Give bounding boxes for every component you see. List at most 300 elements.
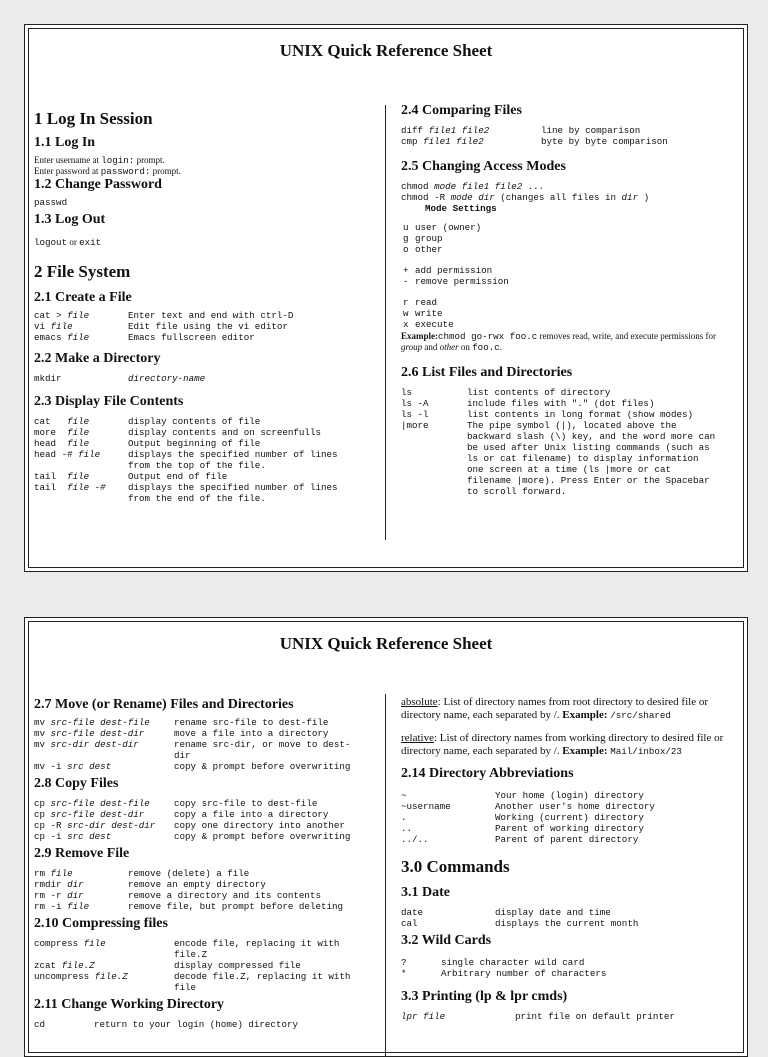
- more-description-line: to scroll forward.: [467, 486, 567, 497]
- directory-abbreviation-key: ..: [401, 823, 413, 834]
- directory-abbreviation-row: [401, 812, 735, 823]
- remove-file-command: [34, 890, 128, 901]
- date-command-row: [401, 907, 735, 918]
- compress-file-command: [34, 938, 174, 949]
- mode-who-row: [401, 222, 735, 233]
- absolute-example-label: Example:: [562, 709, 608, 721]
- display-file-command-name: cat: [34, 416, 68, 427]
- login-text: Enter username at: [34, 155, 102, 165]
- move-file-command-name: mv: [34, 717, 51, 728]
- move-file-command-name: mv -i: [34, 761, 68, 772]
- section-2-8-heading: 2.8 Copy Files: [34, 776, 119, 791]
- remove-file-row: [34, 901, 379, 912]
- create-file-description: Enter text and end with ctrl-D: [128, 310, 294, 321]
- absolute-path-definition: [401, 696, 735, 722]
- display-file-description: from the top of the file.: [128, 460, 266, 471]
- section-2-2-heading: 2.2 Make a Directory: [34, 351, 161, 366]
- example-code: chmod go-rwx foo.c: [438, 331, 538, 342]
- directory-abbreviations-table: [401, 790, 735, 845]
- more-description-line: be used after Unix listing commands (such as: [467, 442, 710, 453]
- mode-who-key: o: [403, 244, 409, 255]
- wild-card-key: ?: [401, 957, 407, 968]
- date-command-value: display date and time: [495, 907, 611, 918]
- remove-file-row: [34, 890, 379, 901]
- login-text-end: prompt.: [134, 155, 165, 165]
- copy-file-description: copy a file into a directory: [174, 809, 329, 820]
- move-file-description: dir: [174, 750, 191, 761]
- display-file-command-argument: file: [67, 416, 90, 427]
- compress-file-command: [34, 971, 174, 982]
- move-file-row: [34, 739, 379, 750]
- chmod-recursive-arguments: mode dir: [450, 192, 495, 203]
- copy-files-table: [34, 798, 379, 842]
- section-2-14-heading: 2.14 Directory Abbreviations: [401, 766, 574, 781]
- relative-term: relative: [401, 732, 434, 744]
- mkdir-argument: directory-name: [128, 373, 206, 384]
- mode-permission-value: write: [415, 308, 443, 319]
- remove-file-command-argument: dir: [67, 879, 84, 890]
- absolute-example: /src/shared: [610, 710, 671, 721]
- compress-file-command-name: uncompress: [34, 971, 95, 982]
- compare-file-row: [401, 136, 735, 147]
- copy-file-command-name: cp: [34, 798, 51, 809]
- password-prompt-code: password:: [100, 166, 151, 177]
- copy-file-command: [34, 798, 174, 809]
- move-file-command: [34, 761, 174, 772]
- mode-operator-key: -: [403, 276, 409, 287]
- section-2-9-heading: 2.9 Remove File: [34, 846, 130, 861]
- move-file-command: [34, 728, 174, 739]
- more-description-line: one screen at a time (ls |more or cat: [467, 464, 671, 475]
- display-file-command: [34, 460, 128, 471]
- copy-file-command-name: cp: [34, 809, 51, 820]
- display-file-command-argument: file: [67, 427, 90, 438]
- compress-file-description: file.Z: [174, 949, 208, 960]
- mode-permission-row: [401, 297, 735, 308]
- move-file-row: [34, 728, 379, 739]
- print-row: [401, 1011, 735, 1022]
- more-description: [467, 420, 735, 497]
- display-file-row: [34, 493, 379, 504]
- mode-permission-row: [401, 319, 735, 330]
- wild-card-value: Arbitrary number of characters: [441, 968, 607, 979]
- directory-abbreviation-row: [401, 834, 735, 845]
- directory-abbreviation-value: Parent of parent directory: [495, 834, 639, 845]
- directory-abbreviation-key: ~: [401, 790, 407, 801]
- page-1-title: UNIX Quick Reference Sheet: [279, 41, 493, 60]
- mode-who-value: other: [415, 244, 443, 255]
- copy-file-row: [34, 798, 379, 809]
- reference-sheet-page-1: [24, 24, 748, 572]
- chmod-line-1: [401, 181, 735, 192]
- display-file-command-name: tail: [34, 471, 68, 482]
- cd-description: return to your login (home) directory: [94, 1019, 298, 1030]
- section-3-2-heading: 3.2 Wild Cards: [401, 933, 492, 948]
- chmod-command: chmod: [401, 181, 435, 192]
- compare-files-table: [401, 125, 735, 147]
- exit-command: exit: [79, 237, 102, 248]
- section-1-heading: 1 Log In Session: [34, 109, 153, 128]
- more-description-line: The pipe symbol (|), located above the: [467, 420, 677, 431]
- move-file-command-name: mv: [34, 739, 51, 750]
- ls-row: [401, 387, 735, 398]
- copy-file-command-argument: src-dir dest-dir: [67, 820, 156, 831]
- remove-file-command-name: rm -r: [34, 890, 68, 901]
- compress-file-command-name: compress: [34, 938, 84, 949]
- example-file: foo.c: [472, 342, 500, 353]
- copy-file-command: [34, 820, 174, 831]
- directory-abbreviation-key: ~username: [401, 801, 451, 812]
- mode-permission-key: w: [403, 308, 409, 319]
- copy-file-command: [34, 831, 174, 842]
- compare-file-command: [401, 125, 541, 136]
- compare-file-description: byte by byte comparison: [541, 136, 668, 147]
- login-instruction-password: [34, 166, 379, 177]
- move-file-command-name: mv: [34, 728, 51, 739]
- example-on: on: [458, 342, 473, 352]
- cd-row: [34, 1019, 379, 1030]
- create-file-command-name: cat >: [34, 310, 68, 321]
- create-file-row: [34, 332, 379, 343]
- create-file-description: Emacs fullscreen editor: [128, 332, 255, 343]
- section-2-heading: 2 File System: [34, 262, 131, 281]
- display-file-command-argument: file: [67, 438, 90, 449]
- move-file-command: [34, 717, 174, 728]
- display-file-description: from the end of the file.: [128, 493, 266, 504]
- page-2-left-column: [34, 697, 379, 1030]
- remove-file-description: remove file, but prompt before deleting: [128, 901, 344, 912]
- directory-abbreviation-row: [401, 790, 735, 801]
- compare-file-row: [401, 125, 735, 136]
- display-file-command: [34, 416, 128, 427]
- remove-file-command: [34, 901, 128, 912]
- mode-permission-list: [401, 297, 735, 330]
- print-description: print file on default printer: [515, 1011, 675, 1022]
- mode-operator-key: +: [403, 265, 409, 276]
- remove-file-description: remove (delete) a file: [128, 868, 250, 879]
- chmod-recursive-end: ): [638, 192, 650, 203]
- create-file-command-argument: file: [67, 332, 90, 343]
- example-group: group: [401, 342, 423, 352]
- mode-permission-row: [401, 308, 735, 319]
- section-1-2-heading: 1.2 Change Password: [34, 177, 162, 192]
- mode-operator-row: [401, 265, 735, 276]
- relative-example-label: Example:: [562, 745, 608, 757]
- section-2-10-heading: 2.10 Compressing files: [34, 916, 168, 931]
- create-file-command-argument: file: [67, 310, 90, 321]
- compress-file-command-argument: file: [83, 938, 106, 949]
- display-file-command: [34, 427, 128, 438]
- password-text: Enter password at: [34, 166, 101, 176]
- section-3-3-heading: 3.3 Printing (lp & lpr cmds): [401, 989, 568, 1004]
- display-file-command: [34, 438, 128, 449]
- compress-file-description: encode file, replacing it with: [174, 938, 340, 949]
- copy-file-command-argument: src dest: [67, 831, 112, 842]
- more-description-line: ls or cat filename) to display information: [467, 453, 699, 464]
- section-2-5-heading: 2.5 Changing Access Modes: [401, 159, 566, 174]
- remove-file-command-name: rmdir: [34, 879, 68, 890]
- mode-who-row: [401, 233, 735, 244]
- compress-file-command: [34, 960, 174, 971]
- directory-abbreviation-value: Another user's home directory: [495, 801, 655, 812]
- ls-command: ls -A: [401, 398, 429, 409]
- compress-file-description: decode file.Z, replacing it with: [174, 971, 351, 982]
- wild-card-key: *: [401, 968, 407, 979]
- mode-permission-key: x: [403, 319, 409, 330]
- section-2-11-heading: 2.11 Change Working Directory: [34, 997, 225, 1012]
- relative-text: : List of directory names from working directory to desired file or directory name, each separated by /.: [401, 732, 724, 757]
- display-file-command-argument: file -#: [67, 482, 106, 493]
- mode-operator-row: [401, 276, 735, 287]
- mode-who-key: u: [403, 222, 409, 233]
- mode-operator-value: remove permission: [415, 276, 509, 287]
- create-file-command-name: vi: [34, 321, 51, 332]
- example-and: and: [422, 342, 440, 352]
- move-file-command-argument: src-file dest-dir: [50, 728, 145, 739]
- more-description-line: filename |more). Press Enter or the Spacebar: [467, 475, 710, 486]
- directory-abbreviation-value: Parent of working directory: [495, 823, 644, 834]
- print-command: lpr file: [401, 1011, 446, 1022]
- create-file-command: [34, 321, 128, 332]
- display-file-description: display contents and on screenfulls: [128, 427, 321, 438]
- ls-description: list contents of directory: [467, 387, 611, 398]
- display-file-row: [34, 471, 379, 482]
- page-2-right-column: [401, 696, 735, 1022]
- compare-file-command-argument: file1 file2: [428, 125, 490, 136]
- section-1-3-heading: 1.3 Log Out: [34, 212, 106, 227]
- example-end: .: [499, 342, 502, 352]
- remove-file-command-argument: file: [67, 901, 90, 912]
- move-file-row: [34, 750, 379, 761]
- compress-file-command-name: zcat: [34, 960, 62, 971]
- section-2-1-heading: 2.1 Create a File: [34, 290, 132, 305]
- logout-command: logout: [34, 237, 68, 248]
- mode-who-value: user (owner): [415, 222, 482, 233]
- display-file-description: displays the specified number of lines: [128, 449, 338, 460]
- directory-abbreviation-row: [401, 801, 735, 812]
- wild-card-row: [401, 957, 735, 968]
- logout-or: or: [67, 237, 80, 247]
- display-file-command: [34, 471, 128, 482]
- compress-files-table: [34, 938, 379, 993]
- ls-row: [401, 409, 735, 420]
- page-2-title: UNIX Quick Reference Sheet: [279, 634, 493, 653]
- move-file-description: rename src-file to dest-file: [174, 717, 329, 728]
- display-file-row: [34, 460, 379, 471]
- mkdir-row: [34, 373, 379, 384]
- display-file-command-argument: file: [78, 449, 101, 460]
- ls-row: [401, 398, 735, 409]
- section-3-heading: 3.0 Commands: [401, 857, 510, 876]
- remove-files-table: [34, 868, 379, 912]
- remove-file-row: [34, 868, 379, 879]
- copy-file-description: copy one directory into another: [174, 820, 345, 831]
- date-commands-table: [401, 907, 735, 929]
- copy-file-row: [34, 820, 379, 831]
- mode-permission-value: execute: [415, 319, 454, 330]
- date-command-value: displays the current month: [495, 918, 639, 929]
- compress-file-command-argument: file.Z: [61, 960, 95, 971]
- more-command: |more: [401, 420, 429, 431]
- display-file-command-name: more: [34, 427, 68, 438]
- page-1-right-column: [401, 103, 735, 497]
- copy-file-command-argument: src-file dest-file: [50, 798, 150, 809]
- display-file-description: display contents of file: [128, 416, 261, 427]
- section-2-6-heading: 2.6 List Files and Directories: [401, 365, 573, 380]
- create-file-command: [34, 332, 128, 343]
- password-text-end: prompt.: [150, 166, 181, 176]
- copy-file-command: [34, 809, 174, 820]
- section-2-3-heading: 2.3 Display File Contents: [34, 394, 184, 409]
- copy-file-description: copy src-file to dest-file: [174, 798, 318, 809]
- move-file-row: [34, 717, 379, 728]
- passwd-command: passwd: [34, 197, 68, 208]
- copy-file-command-name: cp -i: [34, 831, 68, 842]
- ls-description: include files with "." (dot files): [467, 398, 655, 409]
- create-file-command: [34, 310, 128, 321]
- remove-file-command-name: rm: [34, 868, 51, 879]
- remove-file-command-argument: file: [50, 868, 73, 879]
- display-file-row: [34, 438, 379, 449]
- logout-line: [34, 232, 379, 250]
- directory-abbreviation-key: ../..: [401, 834, 429, 845]
- more-row: [401, 420, 735, 497]
- remove-file-command: [34, 868, 128, 879]
- remove-file-description: remove a directory and its contents: [128, 890, 321, 901]
- remove-file-description: remove an empty directory: [128, 879, 266, 890]
- example-label: Example:: [401, 331, 438, 341]
- compress-file-description: display compressed file: [174, 960, 301, 971]
- page-1-left-column: [34, 109, 379, 504]
- more-description-line: backward slash (\) key, and the word more can: [467, 431, 716, 442]
- example-other: other: [439, 342, 459, 352]
- create-file-command-name: emacs: [34, 332, 68, 343]
- display-file-row: [34, 416, 379, 427]
- cd-command: cd: [34, 1019, 46, 1030]
- compress-file-row: [34, 982, 379, 993]
- copy-file-command-name: cp -R: [34, 820, 68, 831]
- page-2-column-divider: [385, 694, 386, 1057]
- chmod-recursive-desc: (changes all files in: [494, 192, 622, 203]
- display-file-row: [34, 427, 379, 438]
- compress-file-command: [34, 949, 174, 960]
- move-file-command-argument: src-dir dest-dir: [50, 739, 139, 750]
- display-file-command: [34, 449, 128, 460]
- compare-file-description: line by comparison: [541, 125, 641, 136]
- display-file-command-name: head -#: [34, 449, 79, 460]
- move-file-description: move a file into a directory: [174, 728, 329, 739]
- remove-file-command: [34, 879, 128, 890]
- compare-file-command-argument: file1 file2: [423, 136, 484, 147]
- compress-file-description: file: [174, 982, 197, 993]
- compress-file-row: [34, 971, 379, 982]
- directory-abbreviation-key: .: [401, 812, 407, 823]
- chmod-line-2: [401, 192, 735, 203]
- create-file-command-argument: file: [50, 321, 73, 332]
- remove-file-row: [34, 879, 379, 890]
- compress-file-row: [34, 938, 379, 949]
- move-file-command-argument: src dest: [67, 761, 112, 772]
- display-file-command-name: tail: [34, 482, 68, 493]
- mode-settings-label: Mode Settings: [425, 203, 497, 214]
- copy-file-row: [34, 809, 379, 820]
- display-file-command-name: head: [34, 438, 68, 449]
- mode-who-value: group: [415, 233, 443, 244]
- mode-permission-value: read: [415, 297, 438, 308]
- chmod-recursive-dir: dir: [621, 192, 639, 203]
- wild-card-row: [401, 968, 735, 979]
- wild-card-value: single character wild card: [441, 957, 585, 968]
- create-file-description: Edit file using the vi editor: [128, 321, 288, 332]
- absolute-term: absolute: [401, 696, 438, 708]
- move-file-command-argument: src-file dest-file: [50, 717, 150, 728]
- list-files-table: [401, 387, 735, 420]
- move-file-command: [34, 739, 174, 750]
- reference-sheet-page-2: [24, 617, 748, 1057]
- example-text: removes read, write, and execute permissions for: [537, 331, 716, 341]
- mode-who-key: g: [403, 233, 409, 244]
- move-file-command: [34, 750, 174, 761]
- display-file-command: [34, 482, 128, 493]
- chmod-recursive-command: chmod -R: [401, 192, 451, 203]
- create-file-row: [34, 321, 379, 332]
- section-2-4-heading: 2.4 Comparing Files: [401, 103, 522, 118]
- relative-example: Mail/inbox/23: [610, 746, 682, 757]
- section-3-1-heading: 3.1 Date: [401, 885, 450, 900]
- page-1-column-divider: [385, 105, 386, 540]
- copy-file-row: [34, 831, 379, 842]
- wild-cards-table: [401, 957, 735, 979]
- display-file-description: displays the specified number of lines: [128, 482, 338, 493]
- ls-command: ls: [401, 387, 413, 398]
- mode-operator-list: [401, 265, 735, 287]
- mkdir-command: mkdir: [34, 373, 62, 384]
- ls-description: list contents in long format (show modes): [467, 409, 694, 420]
- create-file-row: [34, 310, 379, 321]
- compare-file-command-name: diff: [401, 125, 429, 136]
- section-2-7-heading: 2.7 Move (or Rename) Files and Directories: [34, 697, 294, 712]
- copy-file-command-argument: src-file dest-dir: [50, 809, 145, 820]
- remove-file-command-name: rm -i: [34, 901, 68, 912]
- compress-file-command: [34, 982, 174, 993]
- compare-file-command: [401, 136, 541, 147]
- remove-file-command-argument: dir: [67, 890, 84, 901]
- mode-who-list: [401, 222, 735, 255]
- move-files-table: [34, 717, 379, 772]
- mode-permission-key: r: [403, 297, 409, 308]
- relative-path-definition: [401, 732, 735, 758]
- copy-file-description: copy & prompt before overwriting: [174, 831, 351, 842]
- move-file-description: copy & prompt before overwriting: [174, 761, 351, 772]
- display-file-description: Output end of file: [128, 471, 228, 482]
- display-file-command: [34, 493, 128, 504]
- section-1-1-heading: 1.1 Log In: [34, 135, 96, 150]
- display-file-row: [34, 482, 379, 493]
- display-file-description: Output beginning of file: [128, 438, 261, 449]
- compress-file-command-argument: file.Z: [94, 971, 128, 982]
- directory-abbreviation-value: Working (current) directory: [495, 812, 644, 823]
- display-contents-table: [34, 416, 379, 504]
- date-command-key: date: [401, 907, 424, 918]
- directory-abbreviation-value: Your home (login) directory: [495, 790, 644, 801]
- display-file-row: [34, 449, 379, 460]
- display-file-command-argument: file: [67, 471, 90, 482]
- compare-file-command-name: cmp: [401, 136, 424, 147]
- directory-abbreviation-row: [401, 823, 735, 834]
- chmod-example: [401, 331, 735, 353]
- ls-command: ls -l: [401, 409, 429, 420]
- create-file-table: [34, 310, 379, 343]
